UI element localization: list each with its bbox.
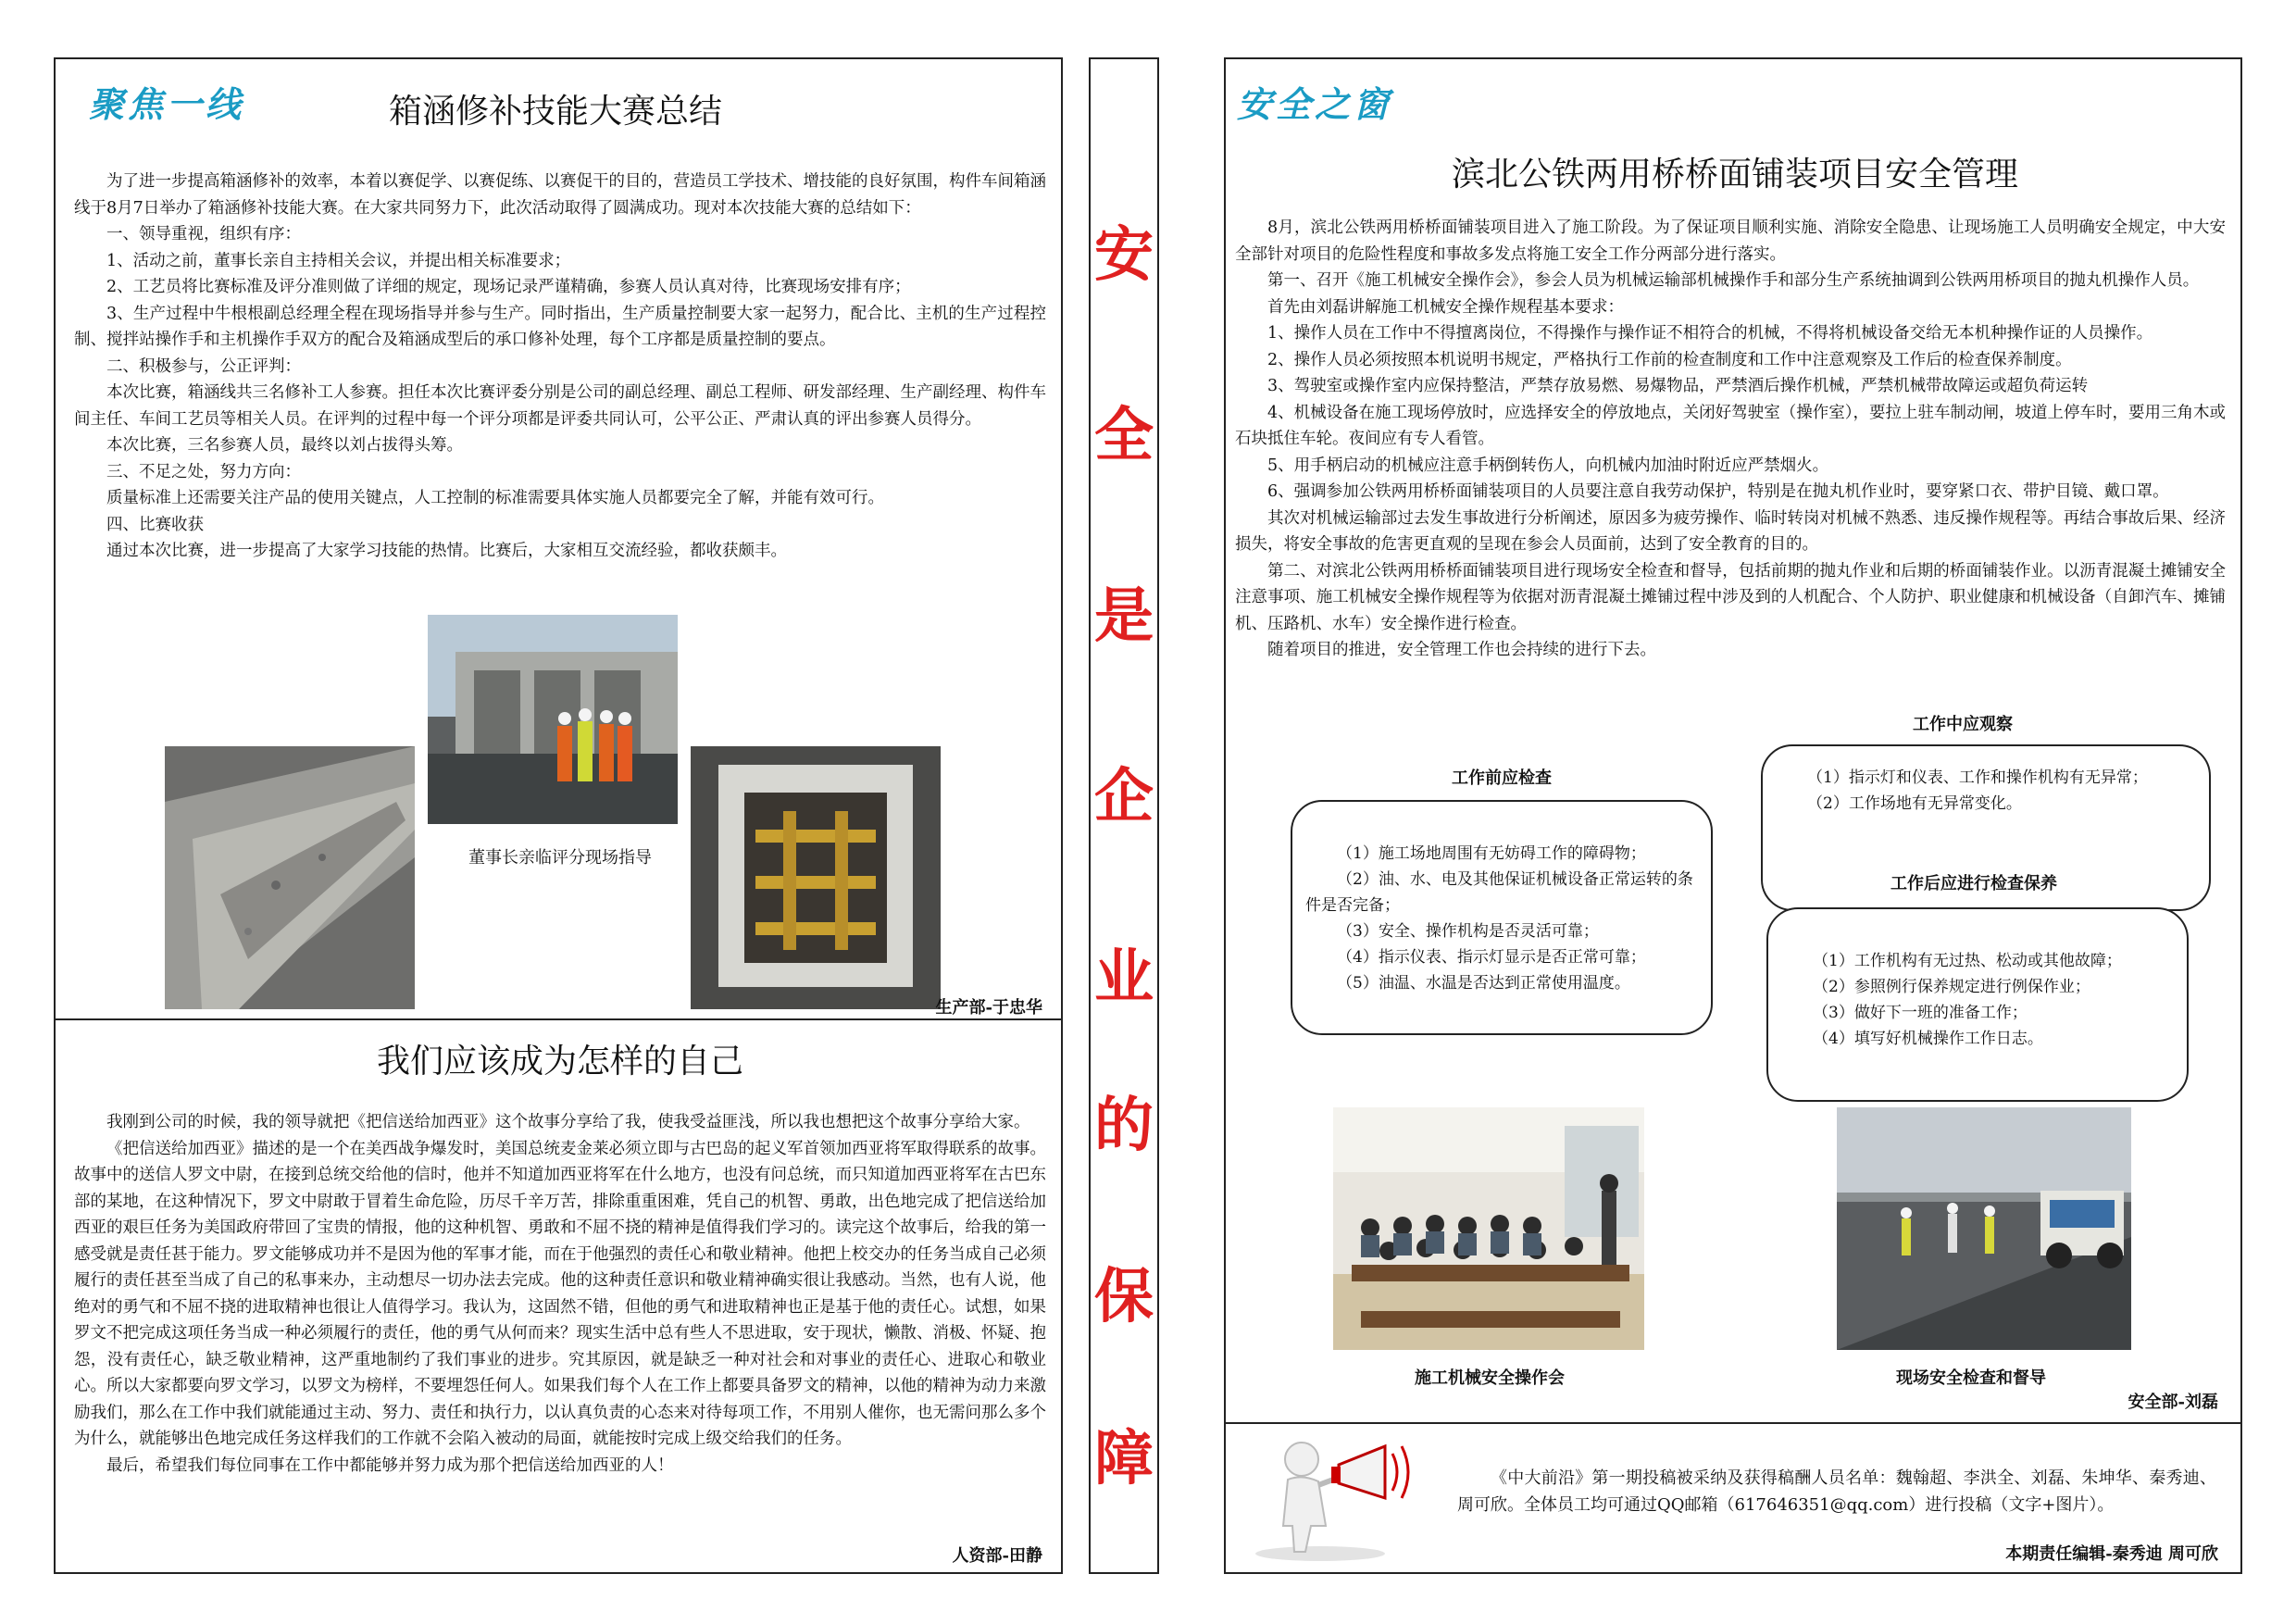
slogan-char: 是	[1094, 581, 1154, 651]
paragraph: 一、领导重视，组织有序：	[106, 225, 301, 244]
section-tag-focus: 聚焦一线	[89, 84, 245, 125]
photo-after-repair	[691, 746, 941, 1009]
checklist-heading-after: 工作后应进行检查保养	[1890, 874, 2057, 893]
slogan-char: 安	[1094, 220, 1154, 290]
checklist-item: （3）做好下一班的准备工作；	[1813, 1004, 2028, 1022]
caption-safety-meeting: 施工机械安全操作会	[1415, 1368, 1565, 1388]
megaphone-figure-icon	[1246, 1433, 1431, 1563]
checklist-item: （2）工作场地有无异常变化。	[1807, 794, 2022, 813]
article-body-repair-contest	[74, 169, 1046, 565]
article-body-who-to-become	[74, 1109, 1046, 1479]
paragraph: 第二、对滨北公铁两用桥桥面铺装项目进行现场安全检查和督导，包括前期的抛丸作业和后期的桥面铺装作业。以沥青混凝土摊铺安全注意事项、施工机械安全操作规程等为依据对沥青混凝土摊铺过程中涉及到的人机配合、个人防护、职业健康和机械设备（自卸汽车、摊铺机、压路机、水车）安全操作进行检查。	[1235, 561, 2226, 633]
slogan-char: 全	[1094, 401, 1154, 470]
checklist-item: （2）油、水、电及其他保证机械设备正常运转的条件是否完备；	[1305, 870, 1693, 915]
paragraph: 质量标准上还需要关注产品的使用关键点，人工控制的标准需要具体实施人员都要完全了解，并能有效可行。	[106, 489, 884, 507]
article-title-bridge-safety: 滨北公铁两用桥桥面铺装项目安全管理	[1451, 156, 2018, 194]
article-title-repair-contest: 箱涵修补技能大赛总结	[388, 93, 722, 131]
vertical-slogan	[1089, 57, 1159, 1574]
paragraph: 本次比赛，箱涵线共三名修补工人参赛。担任本次比赛评委分别是公司的副总经理、副总工程师、研发部经理、生产副经理、构件车间主任、车间工艺员等相关人员。在评判的过程中每一个评分项都是评委共同认可，公平公正、严肃认真的评出参赛人员得分。	[74, 383, 1046, 429]
slogan-char: 企	[1094, 762, 1154, 831]
paragraph: 四、比赛收获	[106, 515, 204, 534]
checklist-item: （4）填写好机械操作工作日志。	[1813, 1030, 2043, 1048]
paragraph: 我刚到公司的时候，我的领导就把《把信送给加西亚》这个故事分享给了我，使我受益匪浅，所以我也想把这个故事分享给大家。	[106, 1113, 1030, 1131]
paragraph: 4、机械设备在施工现场停放时，应选择安全的停放地点，关闭好驾驶室（操作室），要拉上驻车制动闸，坡道上停车时，要用三角木或石块抵住车轮。夜间应有专人看管。	[1235, 403, 2226, 448]
slogan-char: 保	[1094, 1262, 1154, 1331]
paragraph: 最后，希望我们每位同事在工作中都能够并努力成为那个把信送给加西亚的人！	[106, 1455, 674, 1475]
checklist-box-before	[1291, 800, 1713, 1035]
paragraph: 5、用手柄启动的机械应注意手柄倒转伤人，向机械内加油时附近应严禁烟火。	[1267, 456, 1829, 475]
checklist-item: （1）工作机构有无过热、松动或其他故障；	[1813, 952, 2122, 970]
checklist-item: （4）指示仪表、指示灯显示是否正常可靠；	[1337, 948, 1646, 967]
paragraph: 通过本次比赛，进一步提高了大家学习技能的热情。比赛后，大家相互交流经验，都收获颇丰。	[106, 542, 787, 560]
checklist-item: （1）指示灯和仪表、工作和操作机构有无异常；	[1807, 768, 2148, 787]
checklist-heading-during: 工作中应观察	[1913, 715, 2013, 734]
paragraph: 2、工艺员将比赛标准及评分准则做了详细的规定，现场记录严谨精确，参赛人员认真对待，比赛现场安排有序；	[106, 278, 911, 296]
left-bottom-panel	[54, 1018, 1063, 1574]
photo-before-repair	[165, 746, 415, 1009]
checklist-item: （3）安全、操作机构是否灵活可靠；	[1337, 922, 1599, 941]
paragraph: 2、操作人员必须按照本机说明书规定，严格执行工作前的检查制度和工作中注意观察及工作后的检查保养制度。	[1267, 350, 2072, 369]
checklist-heading-before: 工作前应检查	[1452, 768, 1552, 788]
checklist-item: （5）油温、水温是否达到正常使用温度。	[1337, 974, 1630, 993]
footer-submission-notice	[1457, 1465, 2216, 1518]
checklist-item: （2）参照例行保养规定进行例保作业；	[1813, 978, 2090, 996]
article-title-who-to-become: 我们应该成为怎样的自己	[376, 1043, 743, 1081]
footer-notice-text: 《中大前沿》第一期投稿被采纳及获得稿酬人员名单：魏翰超、李洪全、刘磊、朱坤华、秦秀迪、周可欣。全体员工均可通过QQ邮箱（617646351@qq.com）进行投稿（文字+图片）。	[1457, 1468, 2216, 1515]
photo-chairman-inspection	[428, 615, 678, 824]
checklist-item: （1）施工场地周围有无妨碍工作的障碍物；	[1337, 844, 1646, 863]
footer-divider	[1226, 1422, 2240, 1424]
right-panel	[1224, 57, 2242, 1574]
left-top-panel	[54, 57, 1063, 1020]
caption-site-inspection: 现场安全检查和督导	[1896, 1368, 2046, 1388]
slogan-char: 业	[1094, 943, 1154, 1012]
photo-site-inspection	[1837, 1107, 2131, 1350]
photo-safety-meeting	[1333, 1107, 1644, 1350]
article-body-bridge-safety	[1235, 215, 2226, 664]
author-safety-dept: 安全部-刘磊	[2128, 1393, 2218, 1412]
paragraph: 本次比赛，三名参赛人员，最终以刘占拔得头筹。	[106, 436, 463, 455]
paragraph: 8月，滨北公铁两用桥桥面铺装项目进入了施工阶段。为了保证项目顺利实施、消除安全隐患、让现场施工人员明确安全规定，中大安全部针对项目的危险性程度和事故多发点将施工安全工作分两部分进行落实。	[1235, 219, 2226, 264]
paragraph: 首先由刘磊讲解施工机械安全操作规程基本要求：	[1267, 297, 1624, 317]
paragraph: 《把信送给加西亚》描述的是一个在美西战争爆发时，美国总统麦金莱必须立即与古巴岛的起义军首领加西亚将军取得联系的故事。故事中的送信人罗文中尉，在接到总统交给他的信时，他并不知道加西亚将军在什么地方，也没有问总统，而只知道加西亚将军在古巴东部的某地，在这种情况下，罗文中尉敢于冒着生命危险，历尽千辛万苦，排除重重困难，凭自己的机智、勇敢，出色地完成了把信送给加西亚的艰巨任务为美国政府带回了宝贵的情报，他的这种机智、勇敢和不屈不挠的精神是值得我们学习的。读完这个故事后，给我的第一感受就是责任甚于能力。罗文能够成功并不是因为他的军事才能，而在于他强烈的责任心和敬业精神。他把上校交办的任务当成自己必须履行的责任甚至当成了自己的私事来办，主动想尽一切办法去完成。他的这种责任意识和敬业精神确实很让我感动。当然，也有人说，他绝对的勇气和不屈不挠的进取精神也很让人值得学习。我认为，这固然不错，但他的勇气和进取精神也正是基于他的责任心。试想，如果罗文不把完成这项任务当成一种必须履行的责任，他的勇气从何而来？现实生活中总有些人不思进取，安于现状，懒散、消极、怀疑、抱怨，没有责任心，缺乏敬业精神，这严重地制约了我们事业的进步。究其原因，就是缺乏一种对社会和对事业的责任心、进取心和敬业心。所以大家都要向罗文学习，以罗文为榜样，不要埋怨任何人。如果我们每个人在工作上都要具备罗文的精神，以他的精神为动力来激励我们，那么在工作中我们就能通过主动、努力、责任和执行力，以认真负责的心态来对待每项工作，不用别人催你，也无需问那么多个为什么，就能够出色地完成任务这样我们的工作就不会陷入被动的局面，就能按时完成上级交给我们的任务。	[74, 1139, 1046, 1448]
paragraph: 二、积极参与，公正评判：	[106, 356, 301, 376]
slogan-char: 障	[1094, 1424, 1154, 1493]
paragraph: 6、强调参加公铁两用桥桥面铺装项目的人员要注意自我劳动保护，特别是在抛丸机作业时，要穿紧口衣、带护目镜、戴口罩。	[1267, 482, 2169, 501]
caption-chairman-inspection: 董事长亲临评分现场指导	[468, 848, 652, 868]
paragraph: 随着项目的推进，安全管理工作也会持续的进行下去。	[1267, 641, 1656, 659]
paragraph: 1、操作人员在工作中不得擅离岗位，不得操作与操作证不相符合的机械，不得将机械设备交给无本机种操作证的人员操作。	[1267, 324, 2153, 343]
paragraph: 其次对机械运输部过去发生事故进行分析阐述，原因多为疲劳操作、临时转岗对机械不熟悉、违反操作规程等。再结合事故后果、经济损失，将安全事故的危害更直观的呈现在参会人员面前，达到了安全教育的目的。	[1235, 508, 2226, 554]
paragraph: 为了进一步提高箱涵修补的效率，本着以赛促学、以赛促练、以赛促干的目的，营造员工学技术、增技能的良好氛围，构件车间箱涵线于8月7日举办了箱涵修补技能大赛。在大家共同努力下，此次活动取得了圆满成功。现对本次技能大赛的总结如下：	[74, 172, 1046, 218]
paragraph: 1、活动之前，董事长亲自主持相关会议，并提出相关标准要求；	[106, 251, 571, 270]
paragraph: 三、不足之处，努力方向：	[106, 462, 301, 481]
paragraph: 第一、召开《施工机械安全操作会》，参会人员为机械运输部机械操作手和部分生产系统抽调到公铁两用桥项目的抛丸机操作人员。	[1267, 271, 2200, 290]
slogan-char: 的	[1094, 1091, 1154, 1160]
author-hr-dept: 人资部-田静	[952, 1546, 1042, 1566]
footer-editors: 本期责任编辑-秦秀迪 周可欣	[2005, 1544, 2218, 1564]
paragraph: 3、驾驶室或操作室内应保持整洁，严禁存放易燃、易爆物品，严禁酒后操作机械，严禁机械带故障运或超负荷运转	[1267, 377, 2089, 395]
section-tag-safety: 安全之窗	[1237, 84, 1393, 125]
checklist-box-after	[1766, 907, 2189, 1102]
author-production-dept: 生产部-于忠华	[935, 998, 1042, 1018]
paragraph: 3、生产过程中牛根根副总经理全程在现场指导并参与生产。同时指出，生产质量控制要大家一起努力，配合比、主机的生产过程控制、搅拌站操作手和主机操作手双方的配合及箱涵成型后的承口修补处理，每个工序都是质量控制的要点。	[74, 304, 1046, 349]
